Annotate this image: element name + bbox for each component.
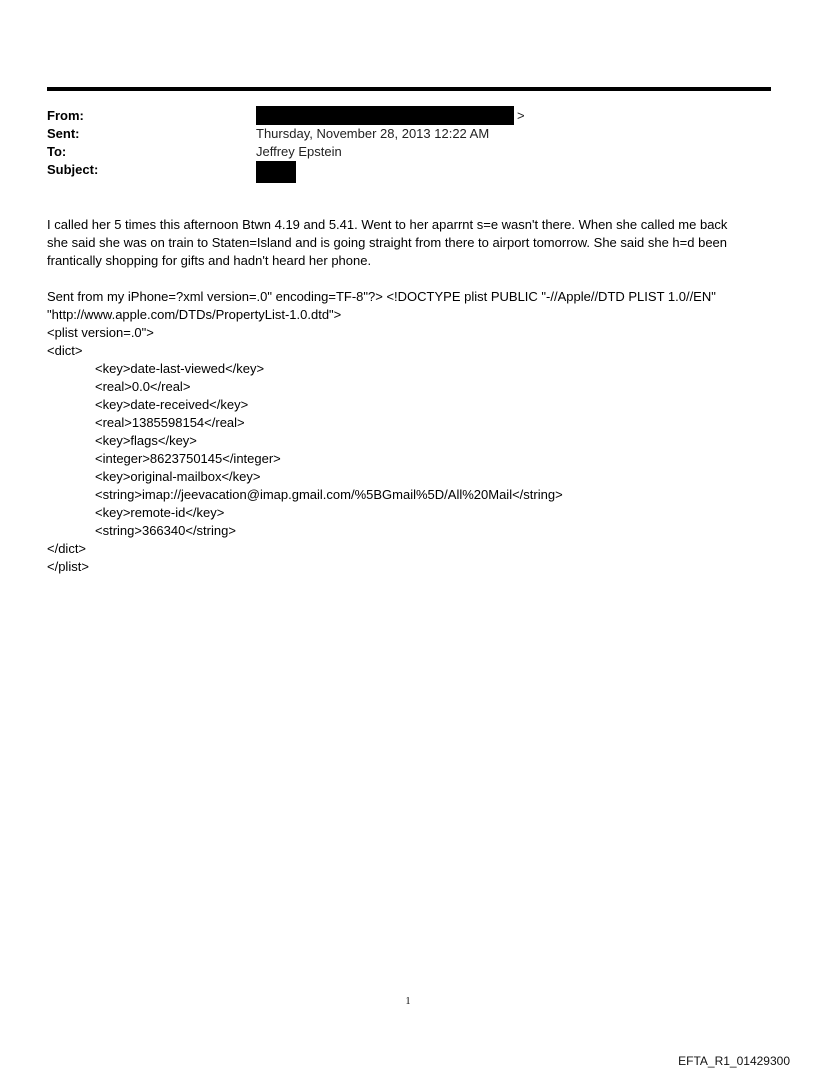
- to-label: To:: [47, 144, 67, 159]
- header-divider: [47, 87, 771, 91]
- page-number: 1: [405, 996, 411, 1007]
- from-row: [47, 107, 771, 125]
- from-label: From:: [47, 108, 84, 123]
- body-paragraph: [47, 216, 772, 270]
- document-id: EFTA_R1_01429300: [678, 1054, 790, 1068]
- to-value: Jeffrey Epstein: [256, 144, 342, 159]
- to-row: [47, 143, 771, 161]
- email-body: [47, 216, 772, 576]
- signature-line: Sent from my iPhone=?xml version=.0" encoding=TF-8"?> <!DOCTYPE plist PUBLIC "-//Apple//DTD PLIST 1.0//EN": [47, 289, 716, 304]
- plist-open-line: <plist version=.0">: [47, 325, 154, 340]
- redaction-block-from: [256, 106, 514, 125]
- plist-close-line: </plist>: [47, 559, 89, 574]
- dict-close-line: </dict>: [47, 541, 87, 556]
- from-suffix: >: [517, 108, 525, 123]
- sent-row: [47, 125, 771, 143]
- plist-line: <integer>8623750145</integer>: [95, 451, 281, 466]
- dict-open-line: <dict>: [47, 343, 83, 358]
- plist-line: <key>date-last-viewed</key>: [95, 361, 265, 376]
- plist-line: <real>1385598154</real>: [95, 415, 245, 430]
- plist-line: <key>flags</key>: [95, 433, 197, 448]
- plist-line: <string>imap://jeevacation@imap.gmail.com/%5BGmail%5D/All%20Mail</string>: [95, 487, 563, 502]
- subject-value: [256, 161, 296, 183]
- plist-line: <real>0.0</real>: [95, 379, 191, 394]
- sent-value: Thursday, November 28, 2013 12:22 AM: [256, 126, 490, 141]
- plist-line: <key>date-received</key>: [95, 397, 249, 412]
- signature-plist-block: [47, 288, 772, 576]
- body-line: she said she was on train to Staten=Island and is going straight from there to airport tomorrow. She said she h=d been: [47, 235, 728, 250]
- email-header: [47, 107, 771, 179]
- plist-line: <key>remote-id</key>: [95, 505, 225, 520]
- body-line: I called her 5 times this afternoon Btwn 4.19 and 5.41. Went to her aparrnt s=e wasn't there. When she called me back: [47, 217, 728, 232]
- body-line: frantically shopping for gifts and hadn't heard her phone.: [47, 253, 372, 268]
- subject-label: Subject:: [47, 162, 99, 177]
- redaction-block-subject: [256, 161, 296, 183]
- plist-line: <key>original-mailbox</key>: [95, 469, 261, 484]
- plist-line: <string>366340</string>: [95, 523, 236, 538]
- from-value: [256, 107, 525, 125]
- sent-label: Sent:: [47, 126, 80, 141]
- signature-line: "http://www.apple.com/DTDs/PropertyList-1.0.dtd">: [47, 307, 342, 322]
- subject-row: [47, 161, 771, 179]
